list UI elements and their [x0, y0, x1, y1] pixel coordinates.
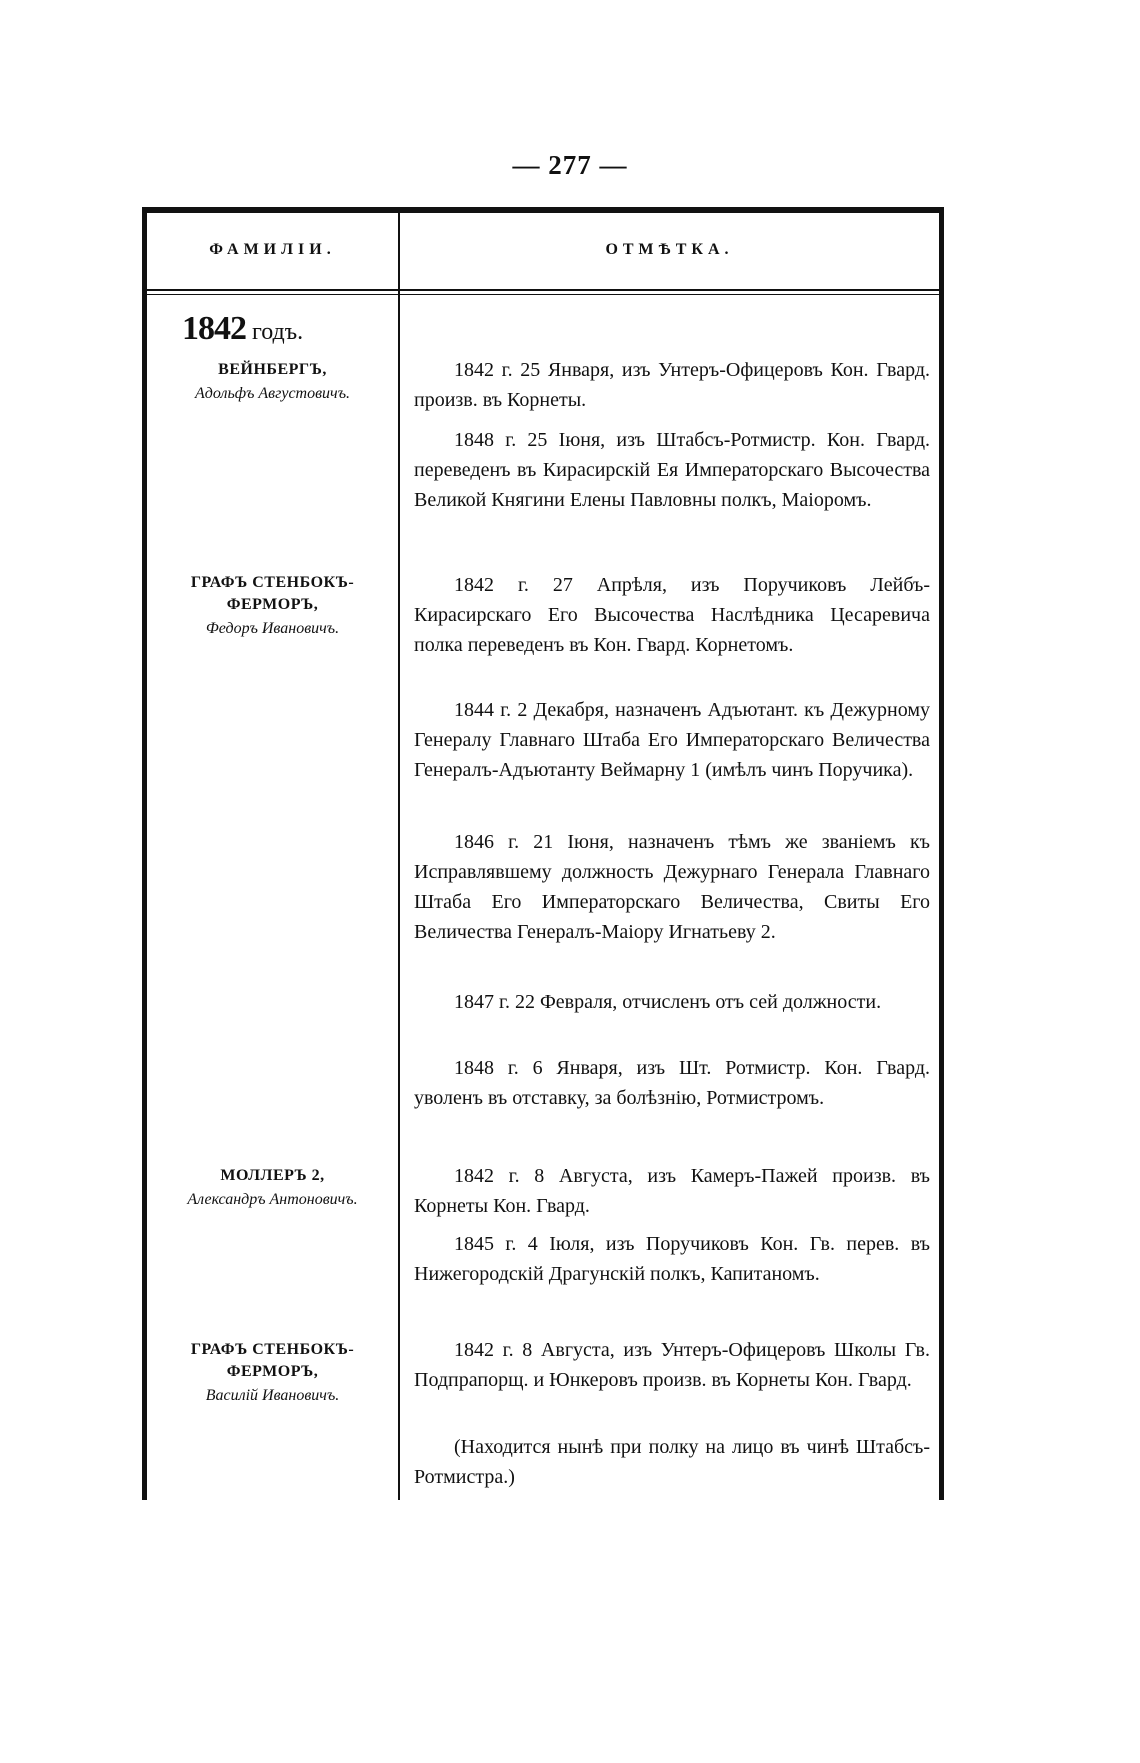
- person-surname: ВЕЙНБЕРГЪ,: [218, 361, 327, 378]
- header-divider: [142, 289, 944, 291]
- person-given-name: Федоръ Ивановичъ.: [205, 620, 340, 637]
- note-entry: 1847 г. 22 Февраля, отчисленъ отъ сей должности.: [454, 991, 882, 1013]
- person-surname: ГРАФЪ СТЕНБОКЪ-ФЕРМОРЪ,: [190, 574, 355, 613]
- note-entry: 1842 г. 8 Августа, изъ Унтеръ-Офицеровъ Школы Гв. Подпрапорщ. и Юнкеровъ произв. въ Корнеты Кон. Гвард.: [414, 1339, 930, 1391]
- person-given-name: Александръ Антоновичъ.: [187, 1191, 358, 1208]
- year-word: годъ.: [252, 319, 304, 345]
- page-number: — 277 —: [512, 150, 628, 180]
- year-number: 1842: [182, 310, 246, 347]
- note-entry: 1844 г. 2 Декабря, назначенъ Адъютант. къ Дежурному Генералу Главнаго Штаба Его Императорскаго Величества Генералъ-Адъютанту Веймарну 1 (имѣлъ чинъ Поручика).: [414, 699, 930, 781]
- person-name: [147, 1165, 398, 1211]
- note-entry: 1848 г. 6 Января, изъ Шт. Ротмистр. Кон. Гвард. уволенъ въ отставку, за болѣзнію, Ротмистромъ.: [414, 1057, 930, 1109]
- header-divider-thin: [142, 294, 944, 295]
- year-heading: [182, 310, 303, 348]
- note-entry: 1848 г. 25 Іюня, изъ Штабсъ-Ротмистр. Кон. Гвард. переведенъ въ Кирасирскій Ея Императорскаго Высочества Великой Княгини Елены Павловны полкъ, Маіоромъ.: [414, 429, 930, 511]
- person-name: [147, 572, 398, 640]
- table-top-border: [142, 207, 944, 213]
- header-surnames: ФАМИЛІИ.: [209, 241, 336, 258]
- records-table: [142, 207, 944, 1500]
- note-entry: 1846 г. 21 Іюня, назначенъ тѣмъ же званіемъ къ Исправлявшему должность Дежурнаго Генерала Главнаго Штаба Его Императорскаго Величества, Свиты Его Величества Генералъ-Маіору Игнатьеву 2.: [414, 831, 930, 943]
- note-entry: 1842 г. 27 Апрѣля, изъ Поручиковъ Лейбъ-Кирасирскаго Его Высочества Наслѣдника Цесаревича полка переведенъ въ Кон. Гвард. Корнетомъ.: [414, 574, 930, 656]
- person-name: [147, 359, 398, 405]
- header-notes: ОТМѢТКА.: [605, 241, 734, 258]
- person-surname: МОЛЛЕРЪ 2,: [220, 1167, 325, 1184]
- note-entry: (Находится нынѣ при полку на лицо въ чинѣ Штабсъ-Ротмистра.): [414, 1436, 930, 1488]
- person-given-name: Василій Ивановичъ.: [205, 1387, 340, 1404]
- person-given-name: Адольфъ Августовичъ.: [195, 385, 350, 402]
- note-entry: 1842 г. 8 Августа, изъ Камеръ-Пажей произв. въ Корнеты Кон. Гвард.: [414, 1165, 930, 1217]
- person-surname: ГРАФЪ СТЕНБОКЪ-ФЕРМОРЪ,: [190, 1341, 355, 1380]
- person-name: [147, 1339, 398, 1407]
- note-entry: 1842 г. 25 Января, изъ Унтеръ-Офицеровъ Кон. Гвард. произв. въ Корнеты.: [414, 359, 930, 411]
- column-divider: [398, 213, 400, 1500]
- note-entry: 1845 г. 4 Іюля, изъ Поручиковъ Кон. Гв. перев. въ Нижегородскій Драгунскій полкъ, Капитаномъ.: [414, 1233, 930, 1285]
- table-right-border: [939, 207, 944, 1500]
